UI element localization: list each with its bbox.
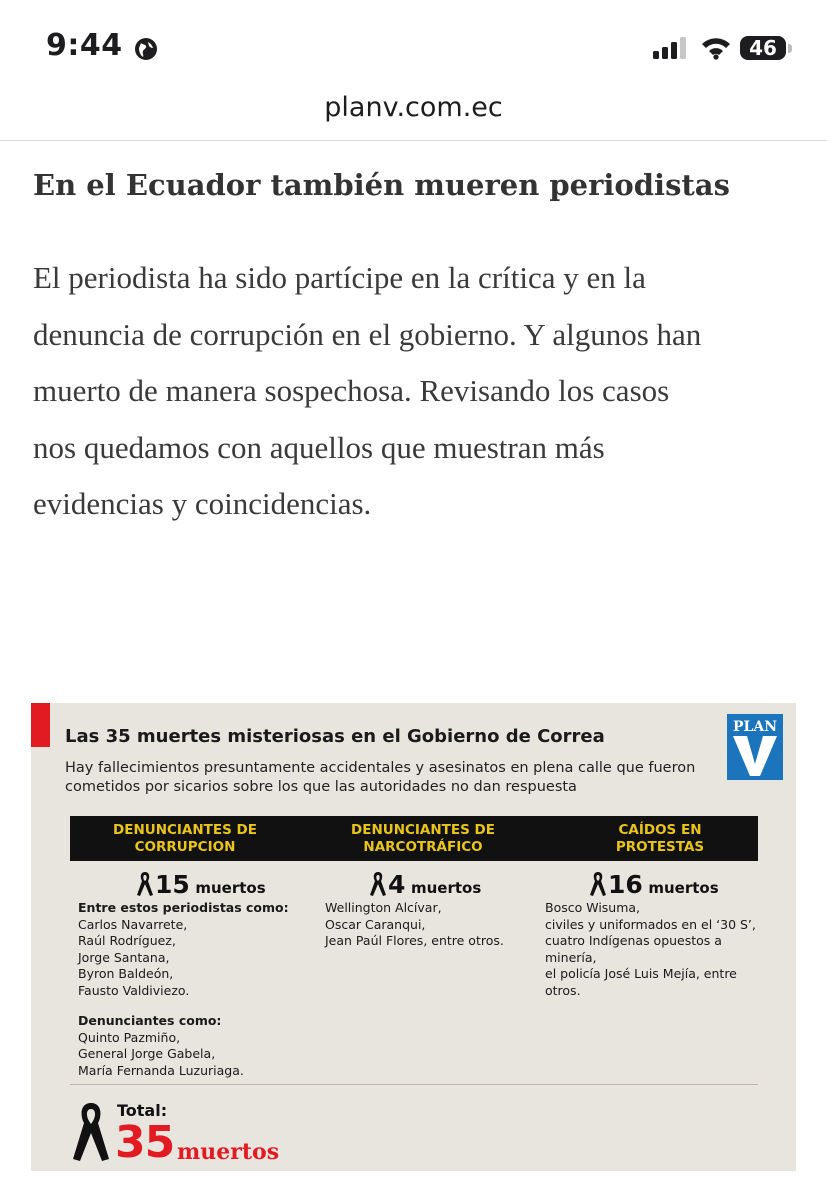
count-narcotrafico: 4 muertos	[368, 869, 481, 899]
body-line: El periodista ha sido partícipe en la crítica y en la	[33, 260, 646, 295]
list-corrupcion: Entre estos periodistas como: Carlos Navarrete, Raúl Rodríguez, Jorge Santana, Byron Baldeón, Fausto Valdiviezo. Denunciantes como: Quinto Pazmiño, General Jorge Gabela, María Fernanda Luzuriaga.	[78, 900, 289, 1078]
mourning-ribbon-icon	[135, 869, 155, 897]
mourning-ribbon-icon	[588, 869, 608, 897]
article-body	[33, 250, 803, 533]
total-count: 35	[115, 1117, 175, 1168]
toolbar-divider	[0, 140, 827, 141]
infographic-subtitle	[65, 759, 725, 797]
infographic-title: Las 35 muertes misteriosas en el Gobierno de Correa	[65, 726, 605, 747]
cellular-signal-icon	[652, 36, 688, 60]
total-unit: muertos	[177, 1139, 280, 1165]
battery-level: 46	[749, 36, 777, 60]
battery-icon	[740, 36, 792, 62]
subtitle-line: cometidos por sicarios sobre los que las autoridades no dan respuesta	[65, 779, 577, 795]
list-protestas: Bosco Wisuma, civiles y uniformados en el ‘30 S’, cuatro Indígenas opuestos a minería, el policía José Luis Mejía, entre otros.	[545, 900, 756, 998]
status-time: 9:44	[46, 28, 123, 63]
wifi-icon	[700, 36, 732, 60]
body-line: muerto de manera sospechosa. Revisando los casos	[33, 373, 670, 408]
address-bar-url[interactable]: planv.com.ec	[324, 92, 503, 123]
mourning-ribbon-icon	[71, 1101, 111, 1163]
status-bar	[0, 0, 827, 92]
mourning-ribbon-icon	[368, 869, 388, 897]
infographic-image[interactable]	[31, 703, 796, 1171]
total-label: Total:	[117, 1101, 168, 1120]
logo-text: PLAN	[732, 719, 778, 735]
globe-icon	[134, 37, 158, 61]
categories-header-bar	[70, 816, 758, 861]
article-headline: En el Ecuador también mueren periodistas	[33, 168, 730, 202]
list-narcotrafico: Wellington Alcívar, Oscar Caranqui, Jean Paúl Flores, entre otros.	[325, 900, 504, 948]
body-line: nos quedamos con aquellos que muestran más	[33, 429, 605, 465]
count-protestas: 16 muertos	[588, 869, 719, 899]
count-corrupcion: 15 muertos	[135, 869, 266, 899]
red-accent-bar	[31, 703, 50, 747]
column-header-narcotrafico: DENUNCIANTES DE NARCOTRÁFICO	[351, 822, 495, 855]
column-header-corrupcion: DENUNCIANTES DE CORRUPCION	[113, 822, 257, 855]
column-header-protestas: CAÍDOS EN PROTESTAS	[615, 822, 705, 855]
plan-v-logo	[727, 714, 783, 780]
body-line: evidencias y coincidencias.	[33, 486, 372, 521]
infographic-divider	[70, 1084, 758, 1085]
body-line: denuncia de corrupción en el gobierno. Y algunos han	[33, 316, 702, 352]
subtitle-line: Hay fallecimientos presuntamente accidentales y asesinatos en plena calle que fueron	[65, 760, 696, 776]
